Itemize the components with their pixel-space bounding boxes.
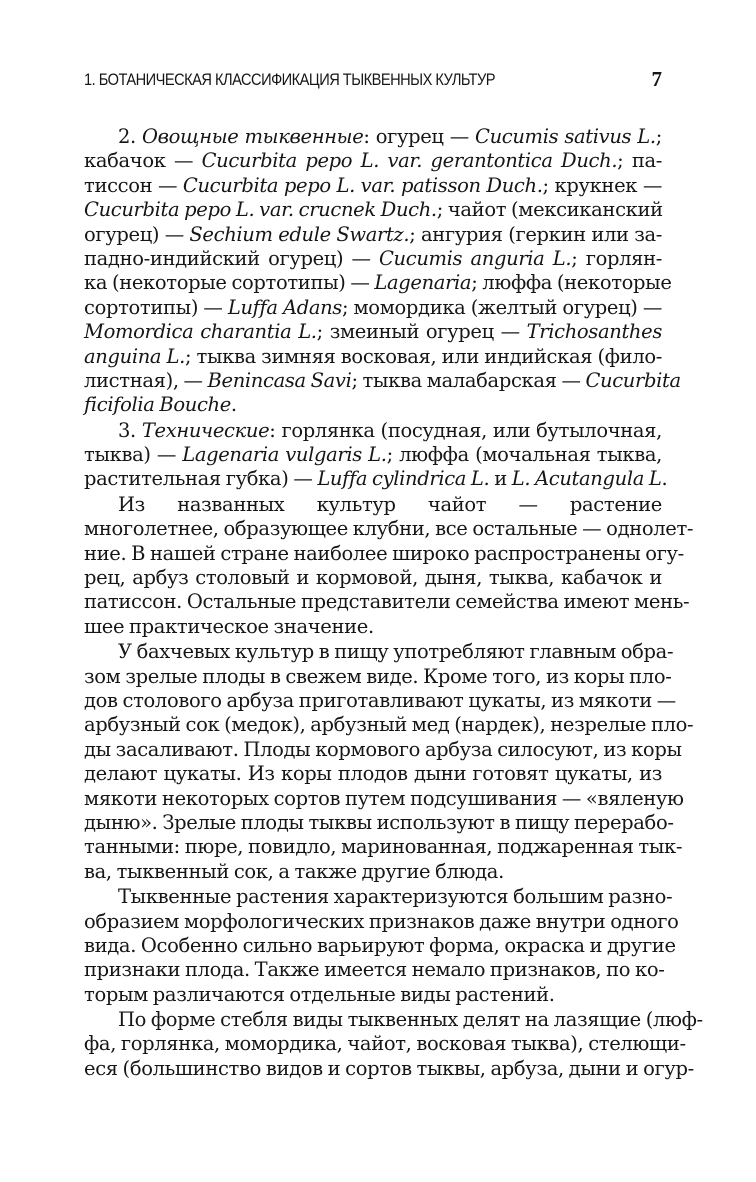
paragraph [84, 640, 694, 884]
text-line [84, 615, 662, 639]
italic-term: Momordica charantia L. [84, 320, 317, 344]
text-run: образием морфологических признаков даже внутри одного [84, 909, 679, 933]
text-line [84, 271, 672, 295]
italic-term: Luffa Adans [227, 295, 342, 319]
paragraph [84, 1008, 703, 1081]
text-run: По форме стебля виды тыквенных делят на лазящие (люф- [118, 1008, 703, 1032]
text-line [84, 393, 662, 417]
text-run: ; змеиный огурец — [316, 320, 527, 344]
text-line [84, 835, 683, 859]
text-run: листная), — [84, 368, 208, 392]
italic-term: Cucumis sativus L. [475, 125, 656, 148]
text-run: падно-индийский огурец) — [84, 246, 379, 270]
text-line [84, 590, 690, 614]
text-line [84, 198, 662, 222]
text-run: ние. В нашей стране наиболее широко распространены огу- [84, 541, 684, 565]
text-run: ; тыква зимняя восковая, или индийская (фило- [184, 344, 662, 368]
text-run: шее практическое значение. [84, 614, 374, 638]
text-line [84, 810, 674, 835]
text-line [84, 467, 668, 491]
italic-term: Овощные тыквенные [142, 125, 364, 148]
text-line [84, 860, 662, 884]
paragraph [84, 492, 694, 639]
text-line [84, 443, 662, 467]
text-line [84, 345, 662, 369]
text-run: . [230, 393, 237, 417]
text-run: ды засаливают. Плоды кормового арбуза силосуют, из коры [84, 737, 682, 761]
italic-term: L. Acutangula L [511, 467, 662, 491]
text-run: тиссон — [84, 173, 183, 197]
text-run: растительная губка) — [84, 467, 318, 491]
text-run: ; люффа (некоторые [471, 271, 672, 295]
text-run: рец, арбуз столовый и кормовой, дыня, тыква, кабачок и [84, 566, 662, 590]
text-run: ка (некоторые сортотипы) — [84, 271, 375, 295]
text-line [84, 1056, 694, 1081]
text-run: дыню». Зрелые плоды тыквы используют в пищу перерабо- [84, 810, 674, 834]
running-header [84, 67, 662, 96]
text-run: ; чайот (мексиканский [436, 198, 663, 222]
paragraph [84, 418, 668, 492]
italic-term: Cucumis anguria L. [378, 246, 572, 270]
text-line [84, 640, 674, 664]
italic-term: Технические [141, 418, 270, 442]
text-run: танными: пюре, повидло, маринованная, поджаренная тык- [84, 835, 683, 859]
text-run: делают цукаты. Из коры плодов дыни готовят цукаты, из [84, 762, 662, 786]
text-line [84, 320, 662, 344]
italic-term: Cucurbita pepo L. var. gerantontica Duch. [201, 149, 618, 173]
text-line [84, 125, 662, 149]
text-run: ; крукнек — [542, 173, 662, 197]
text-line [84, 1008, 703, 1032]
text-line [84, 174, 662, 198]
text-run: Тыквенные растения характеризуются большим разно- [118, 885, 673, 909]
text-run: арбузный сок (медок), арбузный мед (нардек), незрелые пло- [84, 713, 694, 737]
text-line [84, 223, 662, 247]
text-run: ; ангурия (геркин или за- [409, 222, 663, 246]
chapter-title: 1. БОТАНИЧЕСКАЯ КЛАССИФИКАЦИЯ ТЫКВЕННЫХ КУЛЬТУР [84, 70, 495, 89]
text-run: ; [655, 125, 662, 148]
text-run: тыква) — [84, 443, 183, 467]
italic-term: Lagenaria [374, 271, 472, 295]
italic-term: Cucurbita pepo L. var. crucnek Duch. [84, 198, 437, 222]
text-line [84, 1032, 686, 1056]
text-run: ва, тыквенный сок, а также другие блюда. [84, 859, 504, 883]
text-run: ; тыква малабарская — [351, 368, 586, 392]
text-line [84, 517, 694, 541]
text-line [84, 368, 681, 393]
text-line [84, 493, 662, 517]
italic-term: ficifolia Bouche [84, 393, 231, 417]
paragraph [84, 125, 681, 418]
text-run: признаки плода. Также имеется немало признаков, по ко- [84, 958, 665, 982]
text-run: ; момордика (желтый огурец) — [341, 295, 662, 319]
text-run: торым различаются отдельные виды растений. [84, 982, 555, 1006]
text-line [84, 419, 662, 443]
text-line [84, 247, 662, 271]
text-line [84, 541, 684, 566]
text-line [84, 762, 662, 786]
text-line [84, 566, 662, 590]
italic-term: Sechium edule Swartz. [189, 222, 410, 246]
text-line [84, 909, 679, 934]
page-number: 7 [651, 67, 662, 91]
text-line [84, 983, 662, 1007]
text-line [84, 296, 662, 320]
text-run: многолетнее, образующее клубни, все остальные — однолет- [84, 517, 694, 541]
text-run: . [661, 467, 668, 491]
text-run: У бахчевых культур в пищу употребляют главным обра- [118, 640, 674, 664]
text-run: Из названных культур чайот — растение [118, 492, 662, 516]
text-run: и [489, 467, 512, 491]
text-run: патиссон. Остальные представители семейства имеют мень- [84, 590, 690, 614]
italic-term: Cucurbita [585, 368, 681, 392]
text-line [84, 885, 673, 909]
italic-term: Lagenaria vulgaris L. [182, 443, 387, 467]
text-run: мякоти некоторых сортов путем подсушивания — «вяленую [84, 786, 684, 810]
text-run: ; па- [617, 149, 662, 173]
text-run: ; горлян- [571, 246, 662, 270]
text-line [84, 933, 676, 958]
text-run: : огурец — [363, 125, 475, 148]
text-run: огурец) — [84, 222, 190, 246]
text-line [84, 664, 672, 689]
italic-term: Trichosanthes [526, 320, 662, 344]
italic-term: Benincasa Savi [207, 368, 352, 392]
text-line [84, 688, 676, 713]
body-text [84, 125, 703, 1081]
text-run: 2. [118, 125, 143, 148]
italic-term: Cucurbita pepo L. var. patisson Duch. [182, 173, 543, 197]
text-run: сортотипы) — [84, 295, 228, 319]
text-run: : горлянка (посудная, или бутылочная, [269, 418, 662, 442]
text-line [84, 786, 684, 811]
paragraph [84, 885, 679, 1007]
italic-term: Luffa cylindrica L. [317, 467, 490, 491]
italic-term: anguina L. [84, 344, 185, 368]
text-run: дов столового арбуза приготавливают цукаты, из мякоти — [84, 688, 676, 712]
text-line [84, 737, 682, 762]
text-run: 3. [118, 418, 142, 442]
text-run: вида. Особенно сильно варьируют форма, окраска и другие [84, 933, 676, 957]
text-run: кабачок — [84, 149, 202, 173]
text-line [84, 149, 662, 173]
text-run: зом зрелые плоды в свежем виде. Кроме того, из коры пло- [84, 664, 672, 688]
text-run: фа, горлянка, момордика, чайот, восковая тыква), стелющи- [84, 1032, 686, 1056]
text-run: еся (большинство видов и сортов тыквы, арбуза, дыни и огур- [84, 1056, 694, 1080]
text-line [84, 958, 665, 982]
text-run: ; люффа (мочальная тыква, [386, 443, 662, 467]
text-line [84, 713, 694, 737]
